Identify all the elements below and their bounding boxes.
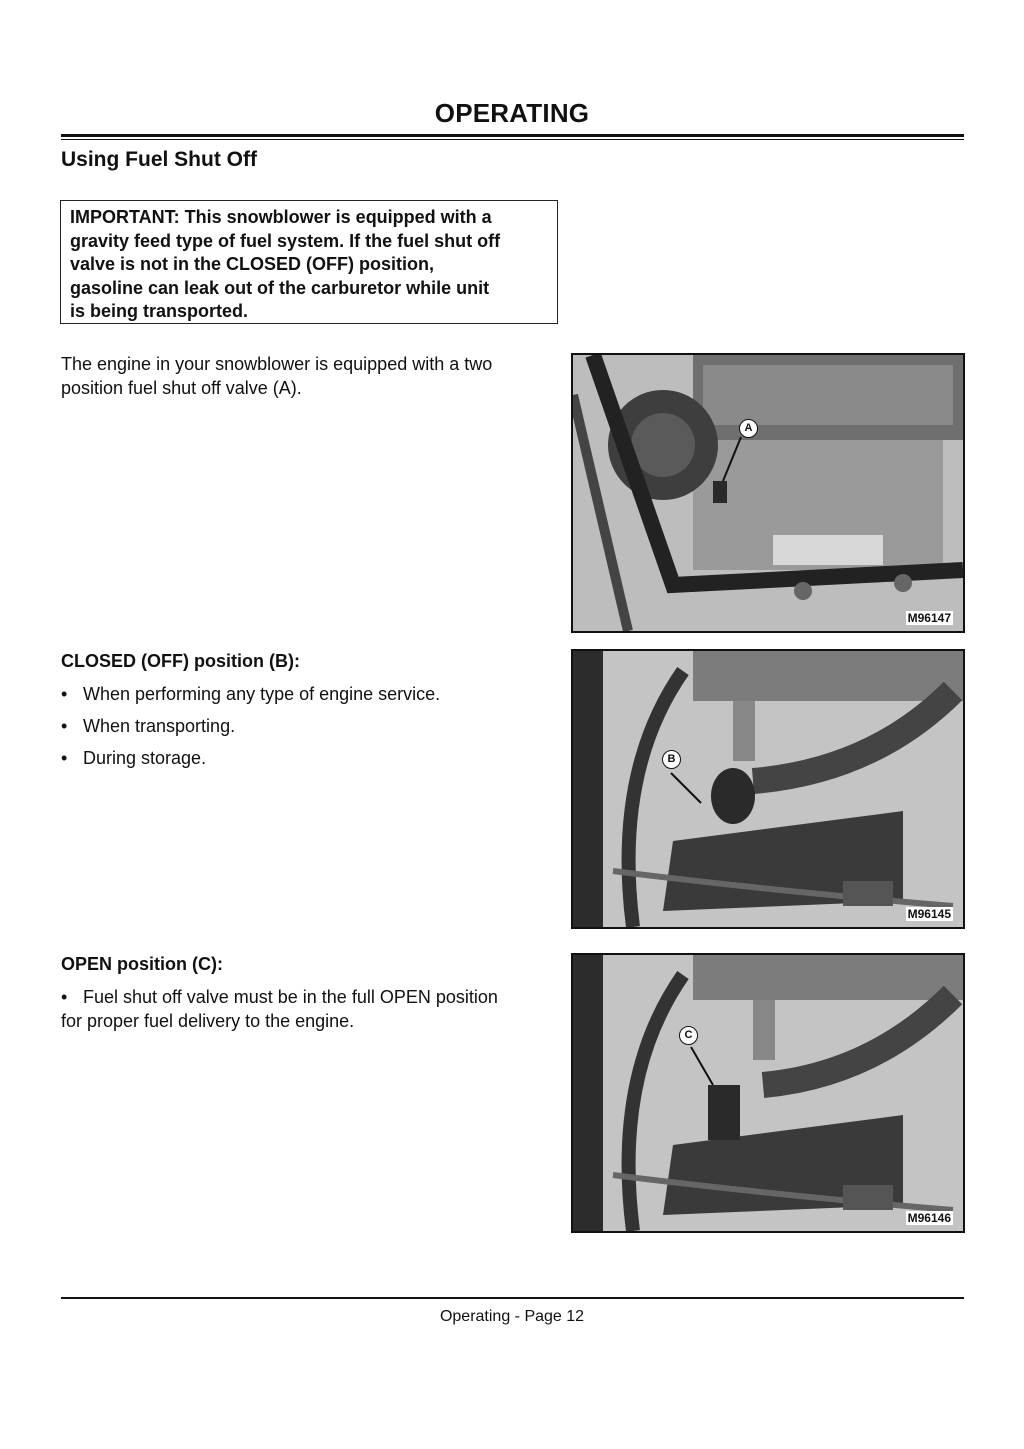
open-bullet-item [61,985,498,1033]
important-notice-box [60,200,558,324]
important-line: gravity feed type of fuel system. If the fuel shut off [70,230,501,251]
bullet-marker: • [61,987,68,1007]
figure-fuel-valve-location [571,353,965,633]
important-line: IMPORTANT: This snowblower is equipped with a [70,207,492,227]
footer-rule [61,1297,964,1299]
bullet-text: When performing any type of engine service. [83,684,441,704]
closed-bullet-item [61,746,206,770]
page-header-title: OPERATING [434,98,590,128]
bullet-text: When transporting. [83,716,236,736]
intro-line: The engine in your snowblower is equipped with a two [61,354,493,374]
engine-photo-illustration [573,355,963,631]
section-title: Using Fuel Shut Off [61,148,257,171]
valve-open-photo-illustration [573,955,963,1231]
figure-code: M96147 [907,611,951,625]
bullet-text: During storage. [83,748,207,768]
bullet-marker: • [61,716,68,736]
valve-closed-photo-illustration [573,651,963,927]
important-line: is being transported. [70,301,249,321]
important-line: valve is not in the CLOSED (OFF) position, [70,254,435,274]
page-footer: Operating - Page 12 [439,1308,585,1325]
callout-label: C [679,1026,698,1045]
figure-valve-open [571,953,965,1233]
bullet-marker: • [61,748,68,768]
intro-paragraph [61,352,492,400]
important-line: gasoline can leak out of the carburetor while unit [70,277,490,298]
header-rule-thin [61,139,964,140]
closed-bullet-item [61,682,440,706]
intro-line: position fuel shut off valve (A). [61,378,302,398]
open-position-heading: OPEN position (C): [61,954,223,974]
closed-position-heading: CLOSED (OFF) position (B): [61,651,300,671]
figure-code: M96146 [907,1211,951,1225]
figure-valve-closed [571,649,965,929]
bullet-text: Fuel shut off valve must be in the full OPEN position [83,987,498,1007]
figure-code: M96145 [907,907,951,921]
bullet-marker: • [61,684,68,704]
callout-label: A [739,419,758,438]
header-rule-thick [61,134,964,137]
bullet-text-continued: for proper fuel delivery to the engine. [61,1011,355,1031]
callout-label: B [662,750,681,769]
closed-bullet-item [61,714,235,738]
